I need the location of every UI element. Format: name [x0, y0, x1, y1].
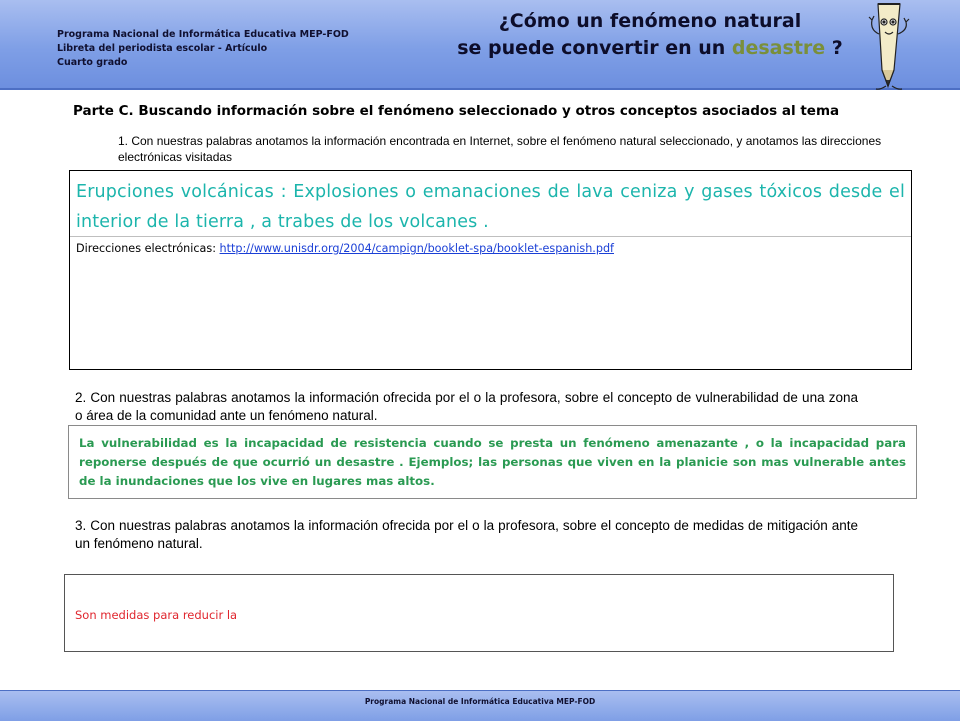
footer-banner	[0, 690, 960, 721]
title-line-2-pre: se puede convertir en un	[457, 37, 732, 59]
item-2-instruction: 2. Con nuestras palabras anotamos la información ofrecida por el o la profesora, sobre el concepto de vulnerabilidad de una zona o área de la comunidad ante un fenómeno natural.	[75, 390, 858, 423]
page-title	[430, 8, 870, 62]
answer-3-text: Son medidas para reducir la	[75, 608, 238, 622]
answer-box-2: La vulnerabilidad es la incapacidad de resistencia cuando se presta un fenómeno amenazante , o la incapacidad para reponerse después de que ocurrió un desastre . Ejemplos; las personas que viven en la planicie son mas vulnerable antes de la inundaciones que los vive en lugares mas altos.	[68, 425, 917, 499]
title-line-2	[430, 35, 870, 62]
item-3-instruction: 3. Con nuestras palabras anotamos la información ofrecida por el o la profesora, sobre el concepto de medidas de mitigación ante un fenómeno natural.	[75, 518, 858, 551]
program-info	[57, 28, 349, 70]
program-line-1: Programa Nacional de Informática Educativa MEP-FOD	[57, 29, 349, 40]
answer-box-1	[69, 170, 912, 370]
answer-box-3	[64, 574, 894, 652]
program-line-3: Cuarto grado	[57, 57, 128, 68]
section-heading: Parte C. Buscando información sobre el fenómeno seleccionado y otros conceptos asociados al tema	[73, 103, 840, 119]
program-line-2: Libreta del periodista escolar - Artículo	[57, 43, 268, 54]
header-banner	[0, 0, 960, 90]
title-line-1: ¿Cómo un fenómeno natural	[498, 10, 802, 32]
item-1-instruction: 1. Con nuestras palabras anotamos la información encontrada en Internet, sobre el fenómeno natural seleccionado, y anotamos las direcciones electrónicas visitadas	[118, 134, 882, 164]
directions-link[interactable]: http://www.unisdr.org/2004/campign/booklet-spa/booklet-espanish.pdf	[219, 242, 614, 255]
directions-row	[70, 237, 911, 260]
title-highlight-word: desastre	[731, 37, 826, 59]
directions-label: Direcciones electrónicas:	[76, 242, 220, 255]
answer-1-text: Erupciones volcánicas : Explosiones o emanaciones de lava ceniza y gases tóxicos desde el interior de la tierra , a trabes de los volcanes .	[70, 171, 911, 237]
title-line-2-post: ?	[825, 37, 843, 59]
pencil-mascot-icon	[860, 0, 940, 92]
footer-text: Programa Nacional de Informática Educativa MEP-FOD	[364, 697, 596, 706]
